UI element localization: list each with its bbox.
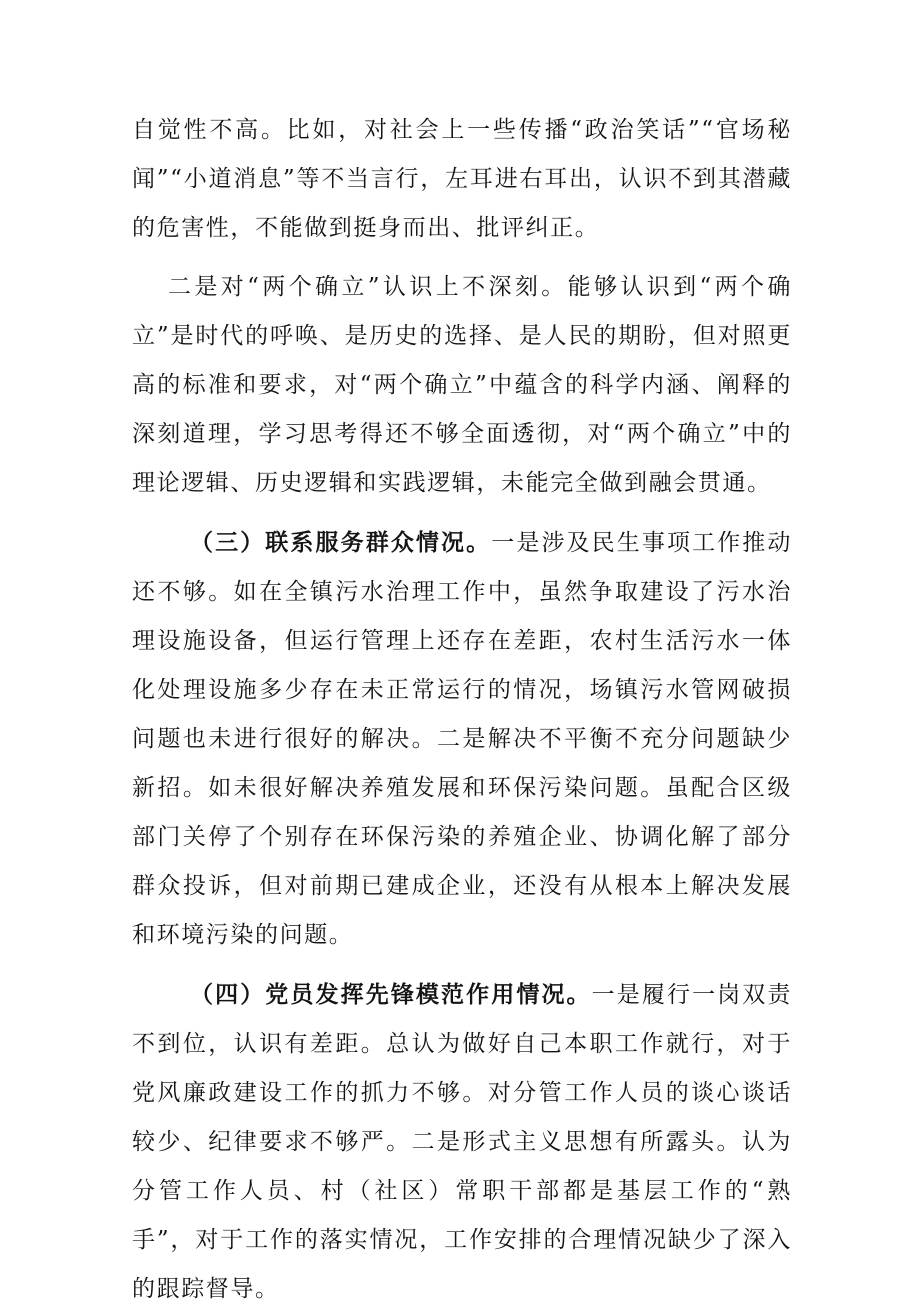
section-heading-4: （四）党员发挥先锋模范作用情况。 (190, 981, 592, 1008)
paragraph-3-text: 一是涉及民生事项工作推动还不够。如在全镇污水治理工作中，虽然争取建设了污水治理设施设备，但运行管理上还存在差距，农村生活污水一体化处理设施多少存在未正常运行的情况，场镇污水管网破损问题也未进行很好的解决。二是解决不平衡不充分问题缺少新招。如未很好解决养殖发展和环保污染问题。虽配合区级部门关停了个别存在环保污染的养殖企业、协调化解了部分群众投诉，但对前期已建成企业，还没有从根本上解决发展和环境污染的问题。 (132, 530, 792, 948)
paragraph-1 (132, 106, 792, 253)
paragraph-4 (132, 970, 792, 1314)
section-heading-3: （三）联系服务群众情况。 (190, 529, 492, 556)
paragraph-1-text: 自觉性不高。比如，对社会上一些传播“政治笑话”“官场秘闻”“小道消息”等不当言行，左耳进右耳出，认识不到其潜藏的危害性，不能做到挺身而出、批评纠正。 (132, 117, 792, 241)
paragraph-2-text: 二是对“两个确立”认识上不深刻。能够认识到“两个确立”是时代的呼唤、是历史的选择、是人民的期盼，但对照更高的标准和要求，对“两个确立”中蕴含的科学内涵、阐释的深刻道理，学习思考得还不够全面透彻，对“两个确立”中的理论逻辑、历史逻辑和实践逻辑，未能完全做到融会贯通。 (132, 274, 792, 496)
paragraph-3 (132, 518, 792, 960)
paragraph-2 (132, 263, 792, 508)
document-body (132, 106, 792, 1314)
paragraph-4-text: 一是履行一岗双责不到位，认识有差距。总认为做好自己本职工作就行，对于党风廉政建设工作的抓力不够。对分管工作人员的谈心谈话较少、纪律要求不够严。二是形式主义思想有所露头。认为分管工作人员、村（社区）常职干部都是基层工作的“熟手”，对于工作的落实情况，工作安排的合理情况缺少了深入的跟踪督导。 (132, 982, 792, 1302)
